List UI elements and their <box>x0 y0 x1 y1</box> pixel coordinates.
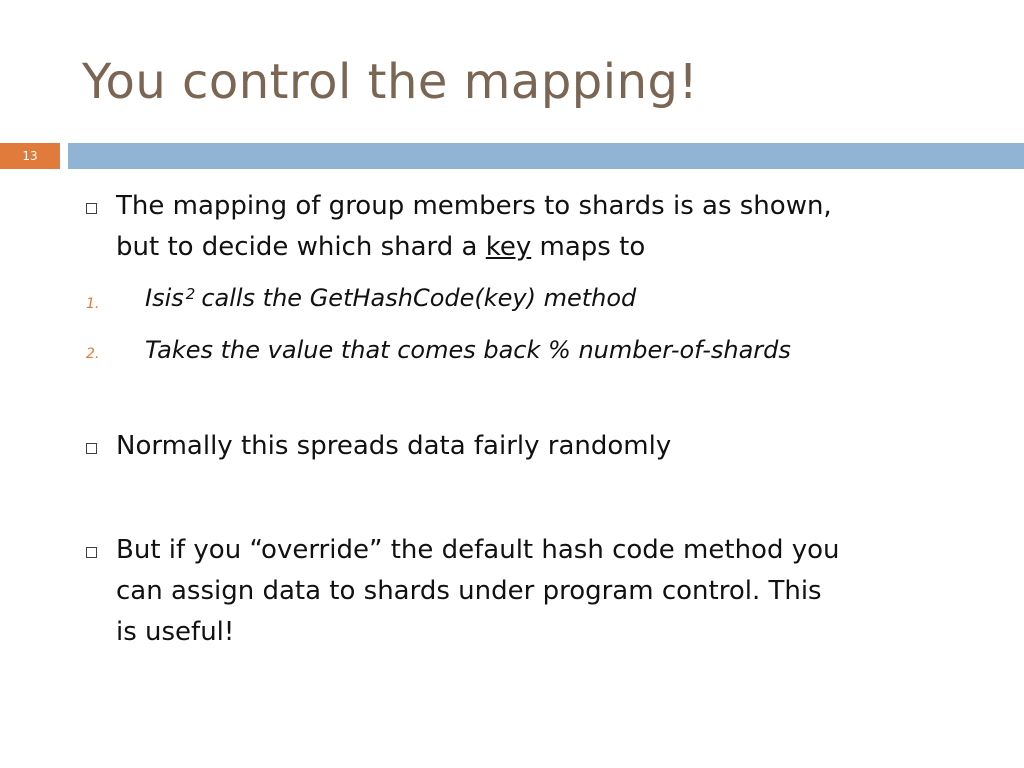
bullet-1-line-1: The mapping of group members to shards is as shown, <box>116 191 832 221</box>
square-bullet-icon <box>86 547 97 558</box>
numbered-item-1-pre: Isis <box>145 284 184 312</box>
numbered-item-2: Takes the value that comes back % number-of-shards <box>145 336 791 364</box>
bullet-1-line-2-pre: but to decide which shard a <box>116 232 486 262</box>
title-rule-bar <box>68 143 1024 169</box>
slide-title: You control the mapping! <box>82 54 699 110</box>
bullet-1-line-2 <box>116 227 645 267</box>
bullet-2-text: Normally this spreads data fairly randomly <box>116 431 672 461</box>
list-number: 2. <box>86 346 100 362</box>
numbered-item-1 <box>145 280 636 316</box>
square-bullet-icon <box>86 203 97 214</box>
square-bullet-icon <box>86 443 97 454</box>
key-term: key <box>485 232 532 262</box>
numbered-item-1-post: calls the GetHashCode(key) method <box>201 284 637 312</box>
slide-number-badge: 13 <box>0 143 60 169</box>
superscript: 2 <box>185 285 196 303</box>
bullet-1-line-2-post: maps to <box>531 232 646 262</box>
bullet-3-line-3: is useful! <box>116 617 235 647</box>
list-number: 1. <box>86 296 100 312</box>
bullet-3-line-1: But if you “override” the default hash code method you <box>116 535 840 565</box>
bullet-3-line-2: can assign data to shards under program control. This <box>116 576 822 606</box>
